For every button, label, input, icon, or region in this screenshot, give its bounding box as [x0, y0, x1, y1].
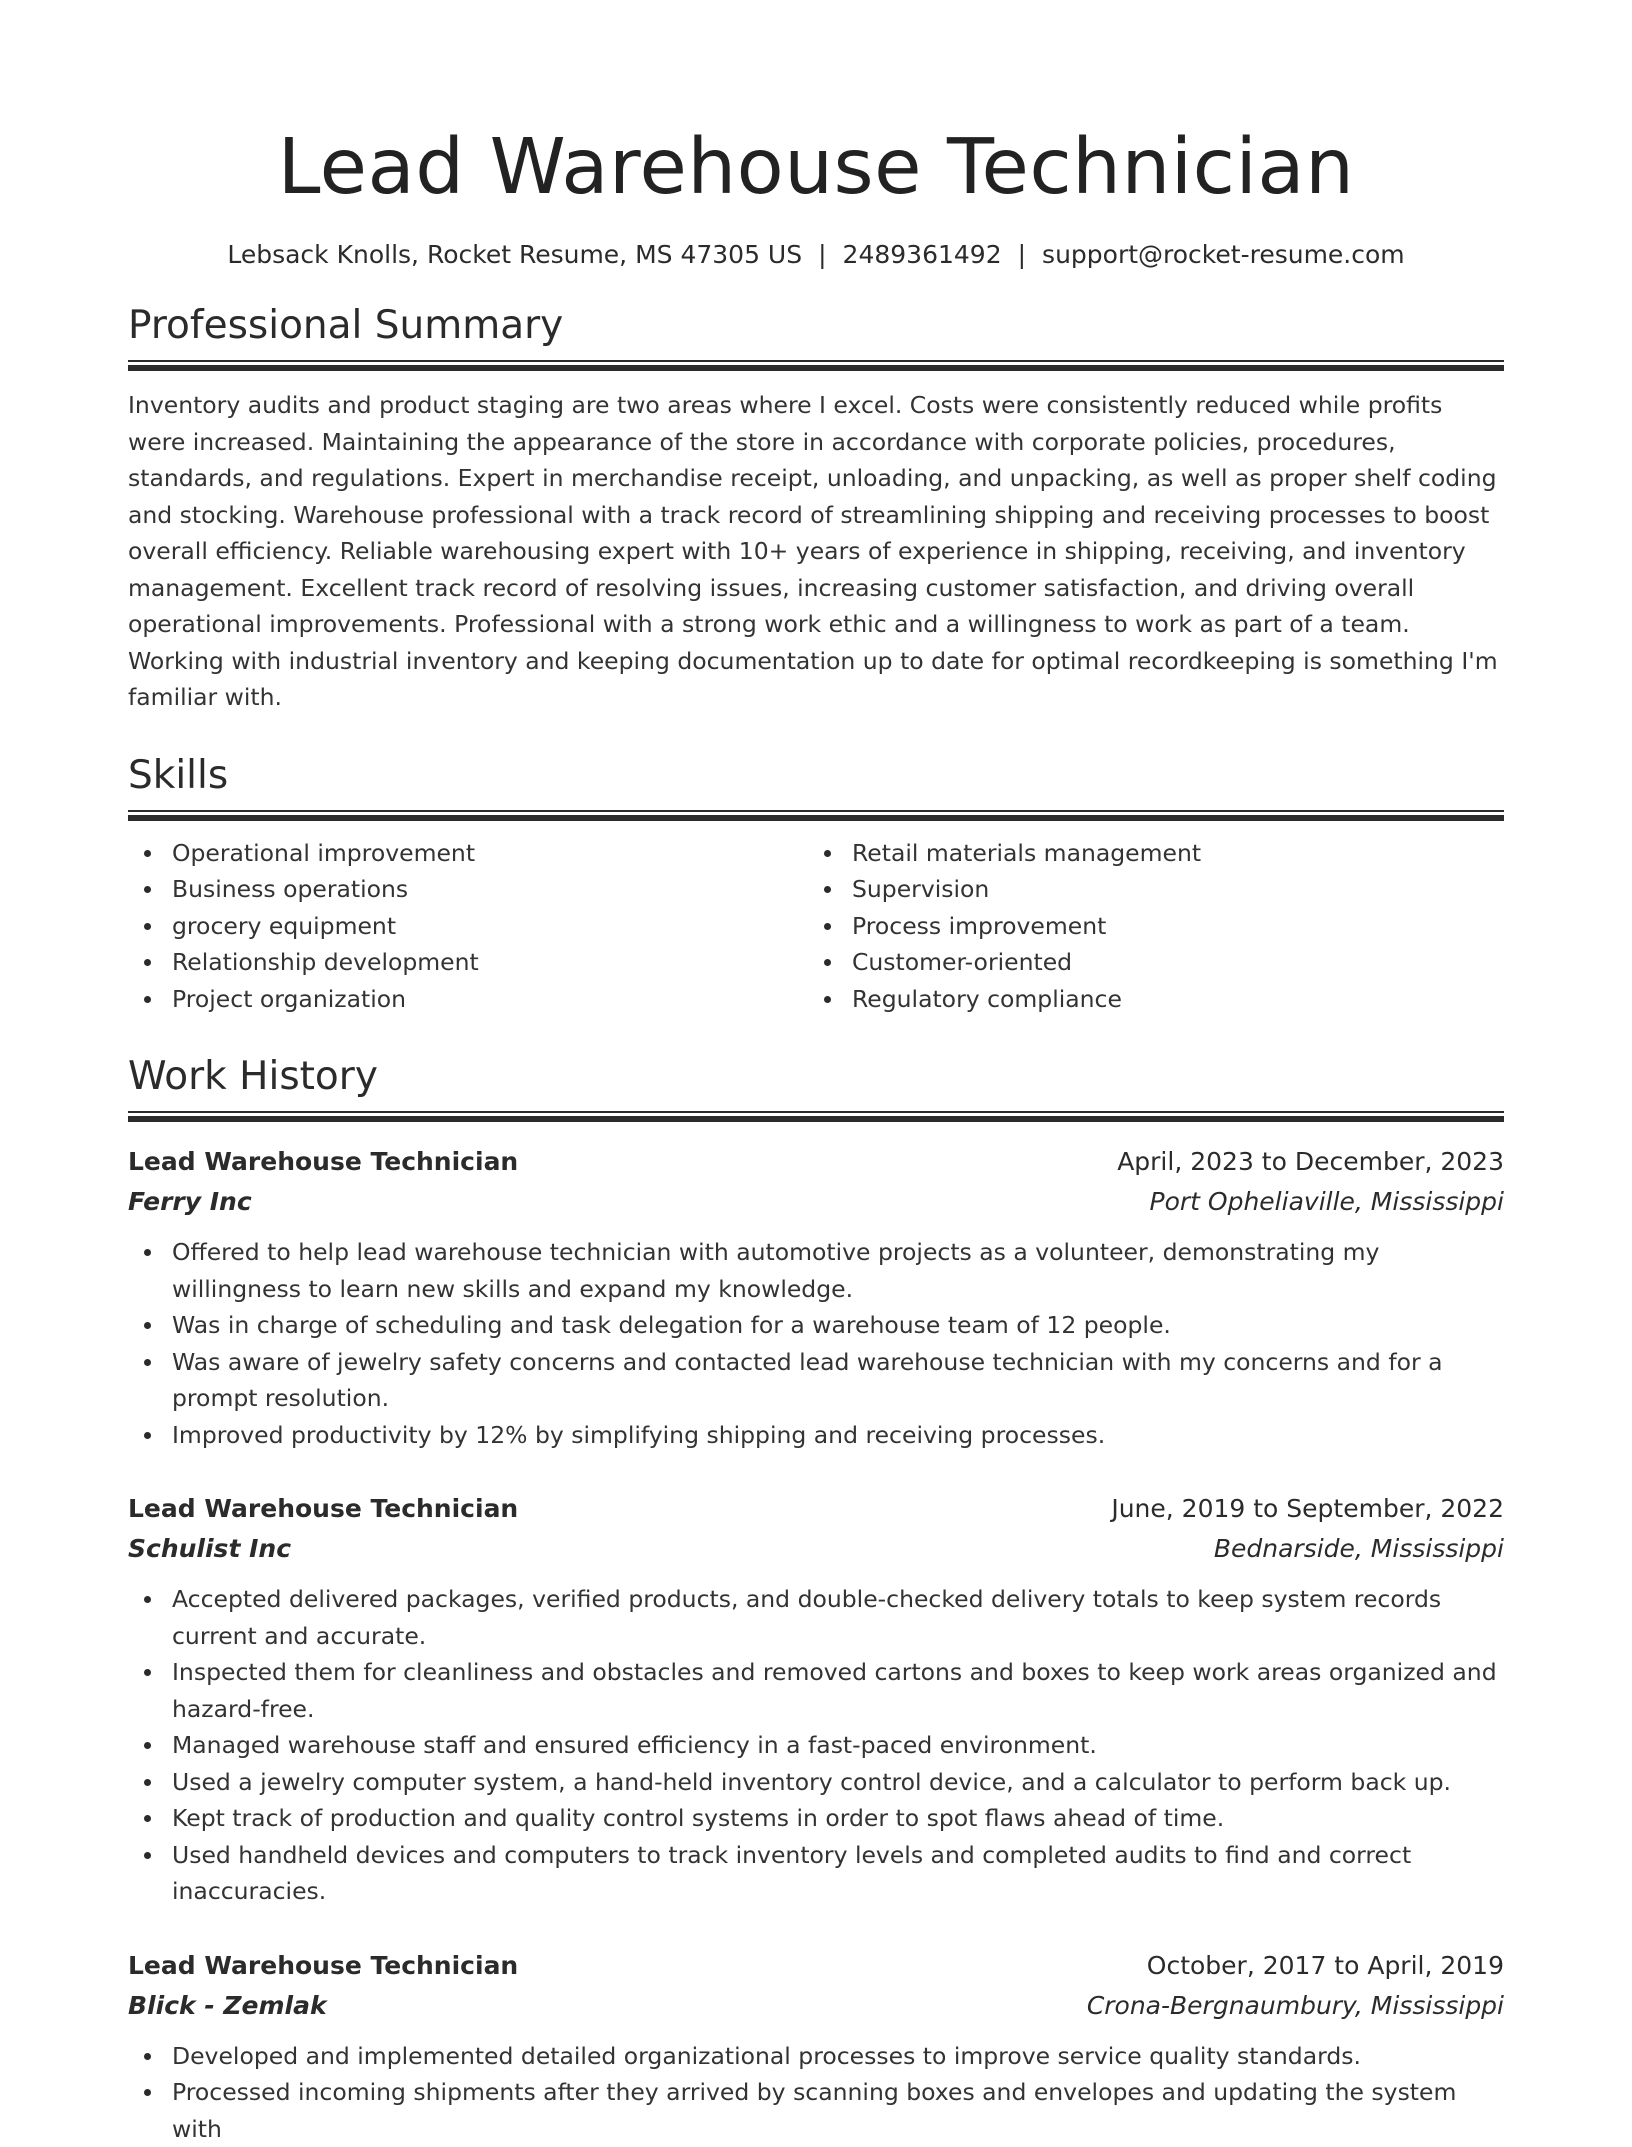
job-location: Bednarside, Mississippi: [1214, 1529, 1504, 1569]
skill-item: Customer-oriented: [808, 944, 1488, 981]
job-bullet: Was aware of jewelry safety concerns and contacted lead warehouse technician with my concerns and for a prompt resolution.: [128, 1344, 1504, 1417]
job-entry: [128, 1946, 1504, 2147]
work-history-section: [128, 1053, 1504, 2147]
section-divider: [128, 1111, 1504, 1122]
job-entry: [128, 1142, 1504, 1453]
section-divider: [128, 810, 1504, 821]
skill-item: grocery equipment: [128, 908, 808, 945]
job-company-row: [128, 1182, 1504, 1222]
skill-item: Supervision: [808, 871, 1488, 908]
job-company: Ferry Inc: [128, 1182, 252, 1222]
job-title: Lead Warehouse Technician: [128, 1946, 518, 1986]
job-dates: October, 2017 to April, 2019: [1147, 1946, 1504, 1986]
job-bullets: [128, 1581, 1504, 1910]
job-bullet: Managed warehouse staff and ensured efficiency in a fast-paced environment.: [128, 1727, 1504, 1764]
job-bullets: [128, 2038, 1504, 2147]
contact-address: Lebsack Knolls, Rocket Resume, MS 47305 US: [227, 240, 802, 269]
contact-email[interactable]: support@rocket-resume.com: [1042, 240, 1405, 269]
job-header-row: [128, 1142, 1504, 1182]
job-bullet: Was in charge of scheduling and task delegation for a warehouse team of 12 people.: [128, 1307, 1504, 1344]
job-company-row: [128, 1529, 1504, 1569]
summary-section: [128, 302, 1504, 716]
job-dates: April, 2023 to December, 2023: [1117, 1142, 1504, 1182]
job-bullet: Improved productivity by 12% by simplifying shipping and receiving processes.: [128, 1417, 1504, 1454]
job-entry: [128, 1489, 1504, 1910]
section-heading-summary: Professional Summary: [128, 302, 1504, 350]
job-bullet: Kept track of production and quality control systems in order to spot flaws ahead of time.: [128, 1800, 1504, 1837]
job-bullets: [128, 1234, 1504, 1453]
resume-name: Lead Warehouse Technician: [128, 120, 1504, 216]
job-location: Port Opheliaville, Mississippi: [1150, 1182, 1504, 1222]
job-bullet: Developed and implemented detailed organizational processes to improve service quality standards.: [128, 2038, 1504, 2075]
skill-item: Operational improvement: [128, 835, 808, 872]
skills-column-left: [128, 835, 808, 1018]
job-company-row: [128, 1986, 1504, 2026]
job-bullet: Inspected them for cleanliness and obstacles and removed cartons and boxes to keep work areas organized and hazard-free.: [128, 1654, 1504, 1727]
section-heading-work-history: Work History: [128, 1053, 1504, 1101]
resume-page: [128, 0, 1504, 2147]
skill-item: Relationship development: [128, 944, 808, 981]
job-bullet: Offered to help lead warehouse technician with automotive projects as a volunteer, demonstrating my willingness to learn new skills and expand my knowledge.: [128, 1234, 1504, 1307]
job-bullet: Used handheld devices and computers to track inventory levels and completed audits to find and correct inaccuracies.: [128, 1837, 1504, 1910]
job-location: Crona-Bergnaumbury, Mississippi: [1087, 1986, 1504, 2026]
skill-item: Project organization: [128, 981, 808, 1018]
skills-column-right: [808, 835, 1488, 1018]
job-title: Lead Warehouse Technician: [128, 1489, 518, 1529]
contact-separator: |: [818, 238, 826, 272]
job-bullet: Used a jewelry computer system, a hand-held inventory control device, and a calculator to perform back up.: [128, 1764, 1504, 1801]
section-divider: [128, 360, 1504, 371]
job-company: Blick - Zemlak: [128, 1986, 327, 2026]
skill-item: Business operations: [128, 871, 808, 908]
skill-item: Retail materials management: [808, 835, 1488, 872]
job-bullet: Accepted delivered packages, verified products, and double-checked delivery totals to keep system records current and accurate.: [128, 1581, 1504, 1654]
contact-line: [128, 238, 1504, 272]
job-dates: June, 2019 to September, 2022: [1111, 1489, 1504, 1529]
contact-separator: |: [1018, 238, 1026, 272]
summary-text: Inventory audits and product staging are two areas where I excel. Costs were consistently reduced while profits were increased. Maintaining the appearance of the store in accordance with corporate policies, procedures, standards, and regulations. Expert in merchandise receipt, unloading, and unpacking, as well as proper shelf coding and stocking. Warehouse professional with a track record of streamlining shipping and receiving processes to boost overall efficiency. Reliable warehousing expert with 10+ years of experience in shipping, receiving, and inventory management. Excellent track record of resolving issues, increasing customer satisfaction, and driving overall operational improvements. Professional with a strong work ethic and a willingness to work as part of a team. Working with industrial inventory and keeping documentation up to date for optimal recordkeeping is something I'm familiar with.: [128, 387, 1504, 716]
job-header-row: [128, 1489, 1504, 1529]
contact-phone: 2489361492: [843, 240, 1002, 269]
section-heading-skills: Skills: [128, 752, 1504, 800]
job-bullet: Processed incoming shipments after they arrived by scanning boxes and envelopes and updating the system with: [128, 2074, 1504, 2147]
job-header-row: [128, 1946, 1504, 1986]
job-title: Lead Warehouse Technician: [128, 1142, 518, 1182]
job-company: Schulist Inc: [128, 1529, 291, 1569]
skill-item: Process improvement: [808, 908, 1488, 945]
skills-section: [128, 752, 1504, 1018]
skill-item: Regulatory compliance: [808, 981, 1488, 1018]
skills-grid: [128, 835, 1504, 1018]
